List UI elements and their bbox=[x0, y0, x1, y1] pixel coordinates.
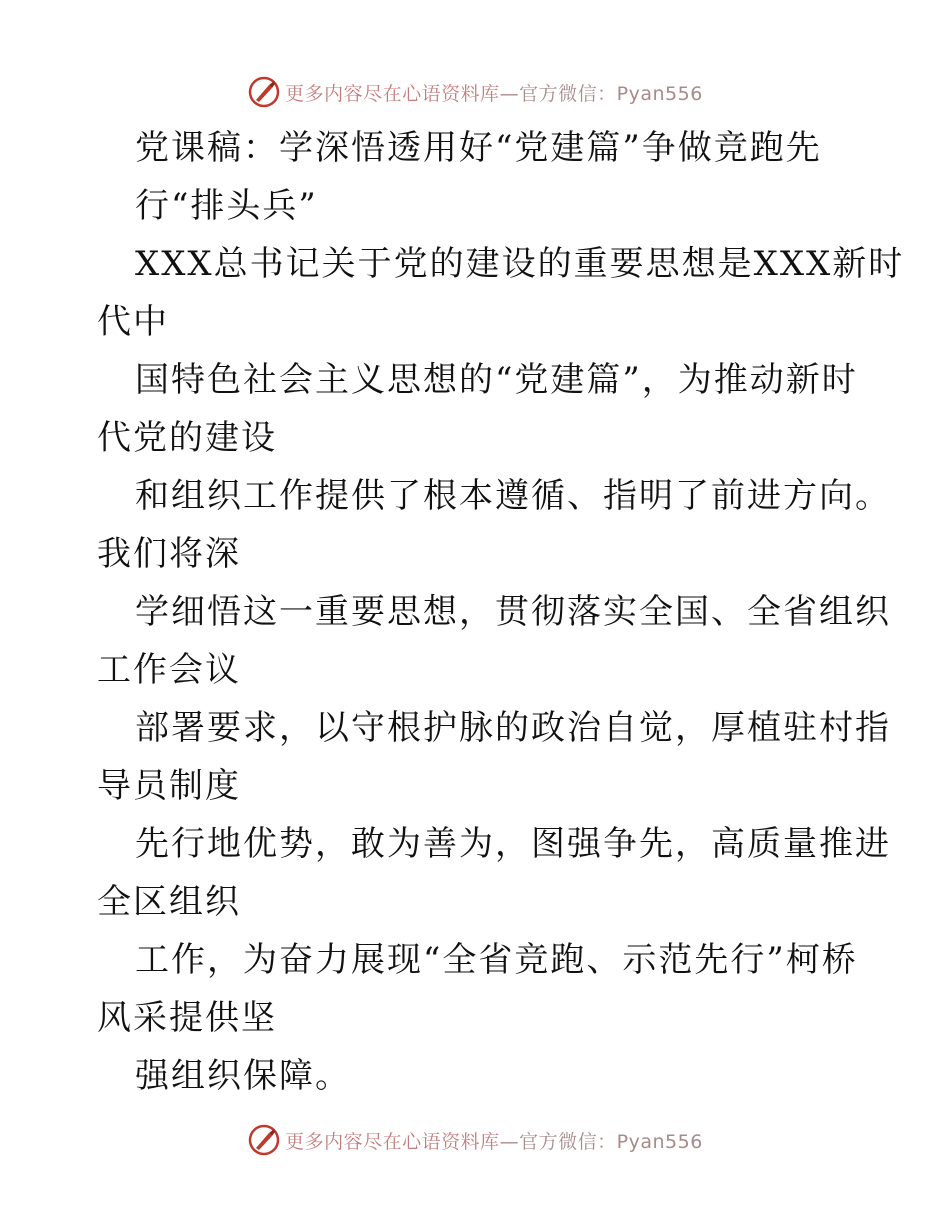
text-line: 我们将深 bbox=[97, 534, 241, 574]
text-line: 代党的建设 bbox=[97, 418, 277, 458]
text-line: 国特色社会主义思想的“党建篇”，为推动新时 bbox=[135, 360, 858, 400]
text-line: 工作，为奋力展现“全省竞跑、示范先行”柯桥 bbox=[135, 940, 858, 980]
text-line: 强组织保障。 bbox=[135, 1056, 351, 1096]
quill-logo-icon bbox=[247, 1123, 281, 1157]
footer-watermark bbox=[0, 1120, 950, 1160]
text-line: 学细悟这一重要思想，贯彻落实全国、全省组织 bbox=[135, 592, 891, 632]
text-line: 行“排头兵” bbox=[135, 186, 318, 226]
text-line: 导员制度 bbox=[97, 766, 241, 806]
watermark-text bbox=[285, 1127, 703, 1154]
text-line: XXX总书记关于党的建设的重要思想是XXX新时 bbox=[135, 244, 905, 284]
watermark-rest-text: —官方微信：Pyan556 bbox=[499, 1130, 703, 1153]
text-line: 先行地优势，敢为善为，图强争先，高质量推进 bbox=[135, 824, 891, 864]
text-line: 工作会议 bbox=[97, 650, 241, 690]
text-line: 风采提供坚 bbox=[97, 998, 277, 1038]
text-line: 党课稿：学深悟透用好“党建篇”争做竞跑先 bbox=[135, 128, 822, 168]
watermark-main-text: 更多内容尽在心语资料库 bbox=[285, 1130, 500, 1153]
text-line: 和组织工作提供了根本遵循、指明了前进方向。 bbox=[135, 476, 891, 516]
text-line: 全区组织 bbox=[97, 882, 241, 922]
watermark-rest-text: —官方微信：Pyan556 bbox=[499, 82, 703, 105]
text-line: 部署要求，以守根护脉的政治自觉，厚植驻村指 bbox=[135, 708, 891, 748]
watermark-main-text: 更多内容尽在心语资料库 bbox=[285, 82, 500, 105]
text-line: 代中 bbox=[97, 302, 169, 342]
